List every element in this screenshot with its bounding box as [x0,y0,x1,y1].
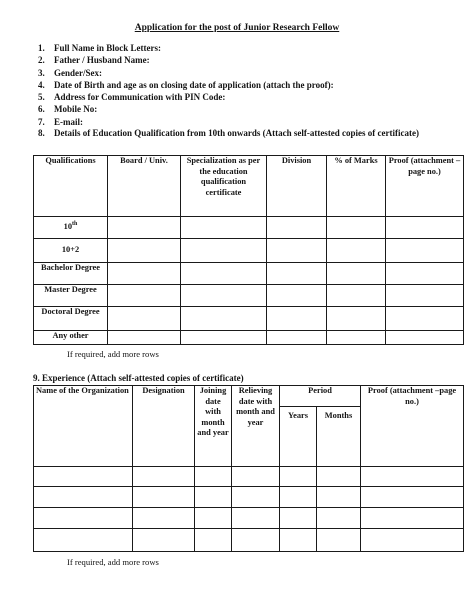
page-title: Application for the post of Junior Research Fellow [134,23,340,33]
table-cell[interactable] [181,217,267,239]
item-label: E-mail: [54,116,83,127]
table-row [34,529,464,552]
applicant-details-list [38,42,458,140]
table-cell[interactable] [327,239,386,263]
table-cell[interactable] [133,487,195,508]
table-cell[interactable] [386,307,464,331]
table-cell[interactable] [361,529,464,552]
table-cell[interactable] [267,217,327,239]
table-cell[interactable] [34,529,133,552]
table-row [34,467,464,487]
row-label-doctoral: Doctoral Degree [34,307,108,331]
col-header-division: Division [267,156,327,217]
table-cell[interactable] [267,239,327,263]
table-cell[interactable] [386,285,464,307]
experience-heading: 9. Experience (Attach self-attested copies of certificate) [33,373,244,383]
table-cell[interactable] [181,239,267,263]
table-cell[interactable] [361,487,464,508]
table-cell[interactable] [195,467,232,487]
table-row [34,263,464,285]
table-cell[interactable] [280,467,317,487]
table-cell[interactable] [386,263,464,285]
table-cell[interactable] [108,239,181,263]
col-header-period: Period [280,386,361,407]
education-table [33,155,464,345]
table-cell[interactable] [181,331,267,345]
table-cell[interactable] [317,508,361,529]
table-cell[interactable] [34,467,133,487]
table-cell[interactable] [232,508,280,529]
table-cell[interactable] [317,487,361,508]
table-row [34,331,464,345]
table-cell[interactable] [386,239,464,263]
table-cell[interactable] [267,307,327,331]
row-label-bachelor: Bachelor Degree [34,263,108,285]
item-number: 6. [38,104,45,115]
table-cell[interactable] [195,529,232,552]
table-cell[interactable] [267,263,327,285]
col-header-joining: Joining date with month and year [195,386,232,467]
table-cell[interactable] [133,529,195,552]
list-item [38,42,458,54]
table-cell[interactable] [317,529,361,552]
table-row [34,217,464,239]
list-item [38,67,458,79]
table-header-row [34,156,464,217]
item-label: Details of Education Qualification from 10th onwards (Attach self-attested copies of certificate) [54,128,420,139]
table-cell[interactable] [327,285,386,307]
col-header-relieving: Relieving date with month and year [232,386,280,467]
item-label: Full Name in Block Letters: [54,43,161,53]
item-number: 8. [38,128,45,139]
col-header-months: Months [317,407,361,467]
row-label-master: Master Degree [34,285,108,307]
col-header-proof: Proof (attachment – page no.) [386,156,464,217]
col-header-marks: % of Marks [327,156,386,217]
item-label: Gender/Sex: [54,67,102,78]
table-cell[interactable] [34,487,133,508]
item-number: 2. [38,55,45,66]
col-header-designation: Designation [133,386,195,467]
item-label: Father / Husband Name: [54,55,150,66]
list-item [38,54,458,66]
table-cell[interactable] [108,263,181,285]
col-header-board: Board / Univ. [108,156,181,217]
row-label-10th [34,217,108,239]
superscript-th: th [72,221,78,228]
col-header-years: Years [280,407,317,467]
table-cell[interactable] [133,467,195,487]
table-cell[interactable] [327,331,386,345]
table-cell[interactable] [327,217,386,239]
item-number: 7. [38,116,45,127]
row-label-any-other: Any other [34,331,108,345]
list-item [38,103,458,115]
item-number: 1. [38,43,45,53]
table-cell[interactable] [195,508,232,529]
row-label-10plus2: 10+2 [34,239,108,263]
item-number: 3. [38,67,45,78]
table-cell[interactable] [386,331,464,345]
table-cell[interactable] [267,331,327,345]
item-label: Mobile No: [54,104,98,115]
list-item [38,128,458,140]
table-cell[interactable] [108,285,181,307]
table-cell[interactable] [280,487,317,508]
table-row [34,285,464,307]
table-cell[interactable] [232,487,280,508]
table-row [34,307,464,331]
table-cell[interactable] [232,529,280,552]
item-number: 5. [38,92,45,103]
table-cell[interactable] [108,307,181,331]
table-cell[interactable] [280,529,317,552]
item-number: 4. [38,79,45,90]
col-header-organization: Name of the Organization [34,386,133,467]
table-cell[interactable] [361,508,464,529]
table-header-row [34,386,464,407]
experience-add-rows-note: If required, add more rows [67,557,159,567]
list-item [38,91,458,103]
table-cell[interactable] [133,508,195,529]
table-cell[interactable] [108,331,181,345]
table-cell[interactable] [195,487,232,508]
table-row [34,508,464,529]
table-cell[interactable] [317,467,361,487]
table-cell[interactable] [361,467,464,487]
col-header-qualifications: Qualifications [34,156,108,217]
col-header-specialization: Specialization as per the education qualification certificate [181,156,267,217]
table-cell[interactable] [108,217,181,239]
education-add-rows-note: If required, add more rows [67,349,159,359]
table-cell[interactable] [386,217,464,239]
table-cell[interactable] [232,467,280,487]
row-label-text: 10 [63,222,73,232]
item-label: Date of Birth and age as on closing date of application (attach the proof): [54,79,334,90]
table-cell[interactable] [34,508,133,529]
table-row [34,239,464,263]
list-item [38,116,458,128]
table-cell[interactable] [267,285,327,307]
table-cell[interactable] [280,508,317,529]
table-cell[interactable] [327,307,386,331]
table-cell[interactable] [181,307,267,331]
table-row [34,487,464,508]
table-cell[interactable] [181,285,267,307]
col-header-proof: Proof (attachment –page no.) [361,386,464,467]
table-cell[interactable] [181,263,267,285]
table-cell[interactable] [327,263,386,285]
list-item [38,79,458,91]
experience-table [33,385,464,552]
item-label: Address for Communication with PIN Code: [54,92,226,103]
